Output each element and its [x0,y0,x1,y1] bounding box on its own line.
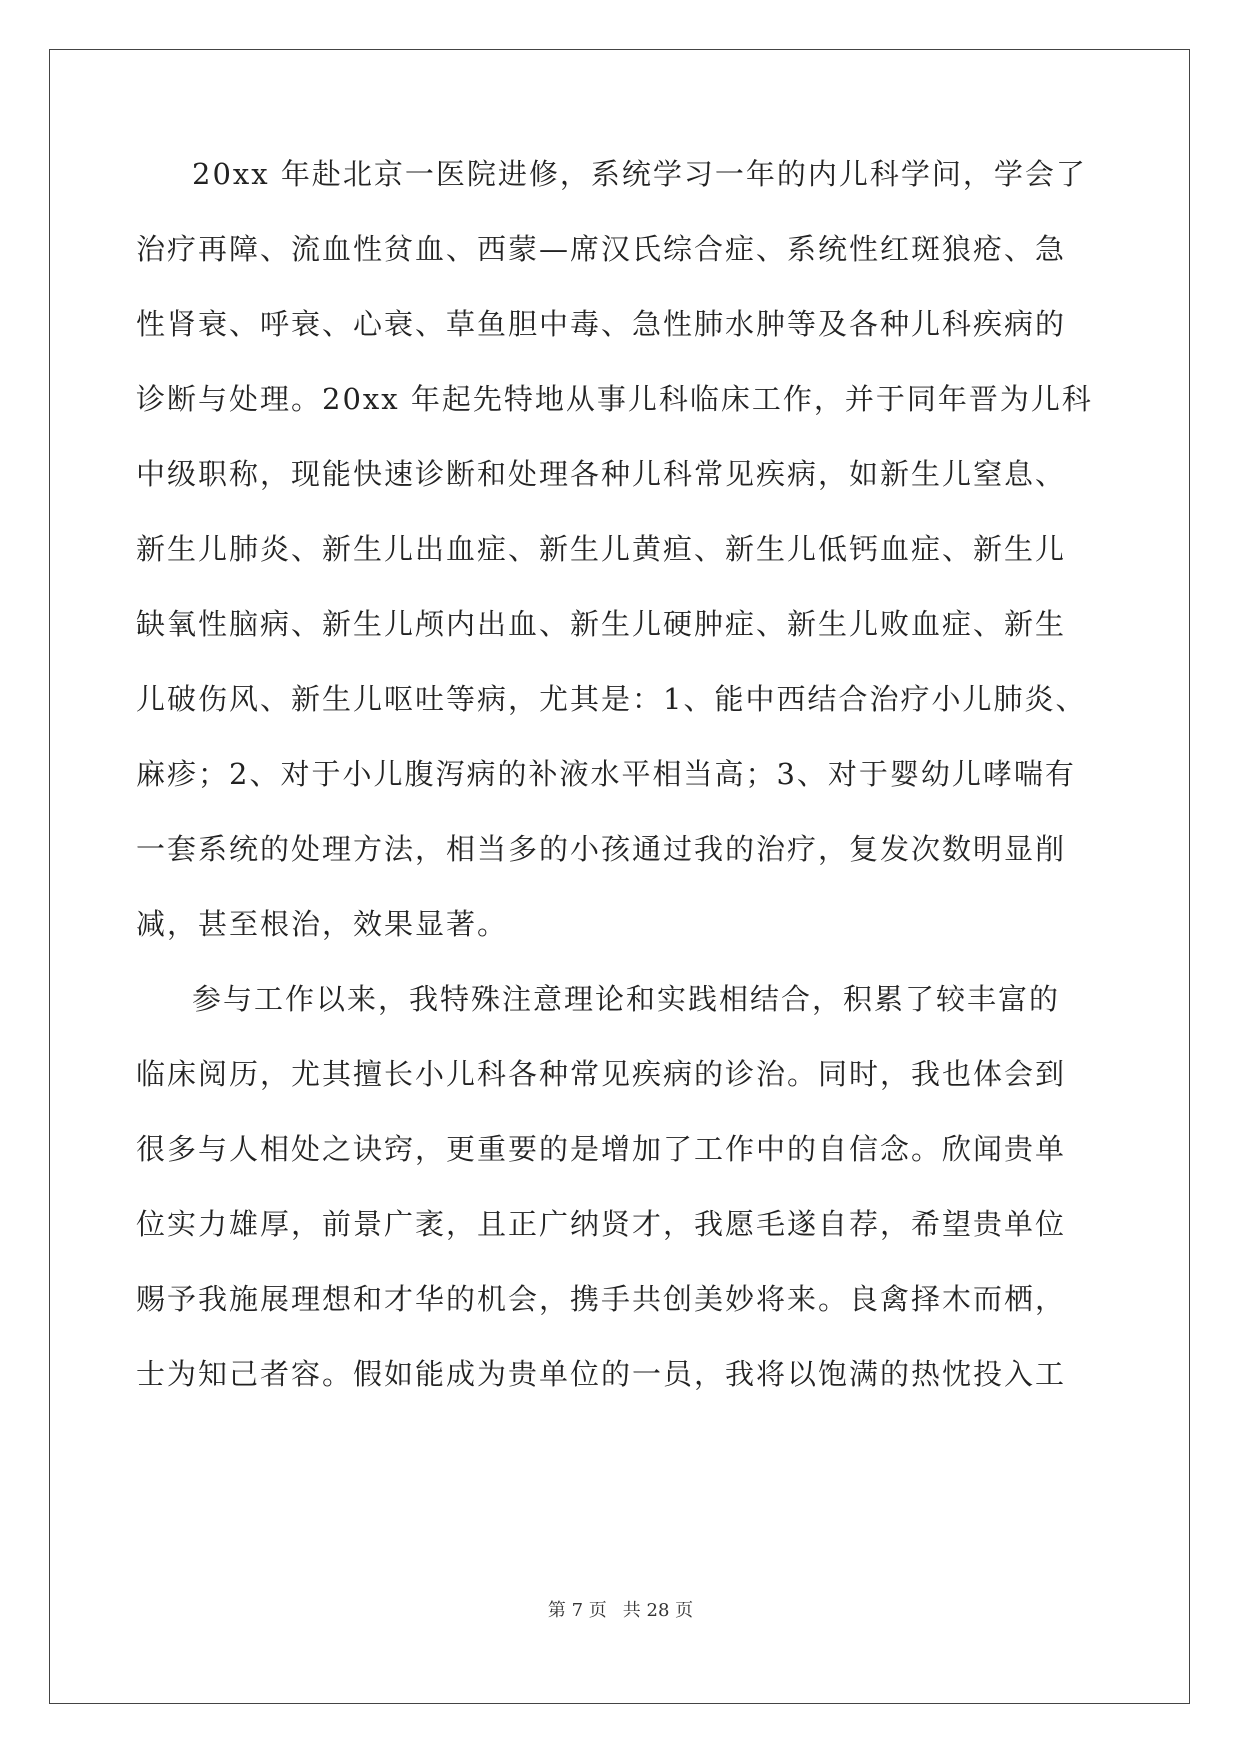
paragraph-2-line-3: 很多与人相处之诀窍，更重要的是增加了工作中的自信念。欣闻贵单 [136,1132,1067,1166]
paragraph-1-line-6: 新生儿肺炎、新生儿出血症、新生儿黄疸、新生儿低钙血症、新生儿 [136,532,1067,566]
paragraph-1-line-10: 一套系统的处理方法，相当多的小孩通过我的治疗，复发次数明显削 [136,832,1067,866]
paragraph-1-line-7: 缺氧性脑病、新生儿颅内出血、新生儿硬肿症、新生儿败血症、新生 [136,607,1067,641]
page-total: 共 28 页 [622,1600,694,1621]
page-footer [0,1596,1241,1622]
paragraph-2-line-2: 临床阅历，尤其擅长小儿科各种常见疾病的诊治。同时，我也体会到 [136,1057,1067,1091]
page-number: 第 7 页 [547,1600,607,1621]
paragraph-2-line-5: 赐予我施展理想和才华的机会，携手共创美妙将来。良禽择木而栖， [136,1282,1067,1316]
paragraph-1-line-3: 性肾衰、呼衰、心衰、草鱼胆中毒、急性肺水肿等及各种儿科疾病的 [136,307,1067,341]
paragraph-1-line-4: 诊断与处理。20xx 年起先特地从事儿科临床工作，并于同年晋为儿科 [136,382,1093,416]
paragraph-1-line-5: 中级职称，现能快速诊断和处理各种儿科常见疾病，如新生儿窒息、 [136,457,1067,491]
page-border [49,49,1190,1704]
paragraph-2-line-6: 士为知己者容。假如能成为贵单位的一员，我将以饱满的热忱投入工 [136,1357,1067,1391]
paragraph-2-line-1: 参与工作以来，我特殊注意理论和实践相结合，积累了较丰富的 [192,982,1061,1016]
paragraph-1-line-1: 20xx 年赴北京一医院进修，系统学习一年的内儿科学问，学会了 [192,157,1087,191]
paragraph-1-line-2: 治疗再障、流血性贫血、西蒙—席汉氏综合症、系统性红斑狼疮、急 [136,232,1067,266]
paragraph-1-line-11: 减，甚至根治，效果显著。 [136,907,509,941]
paragraph-2-line-4: 位实力雄厚，前景广袤，且正广纳贤才，我愿毛遂自荐，希望贵单位 [136,1207,1067,1241]
paragraph-1-line-8: 儿破伤风、新生儿呕吐等病，尤其是：1、能中西结合治疗小儿肺炎、 [136,682,1087,716]
paragraph-1-line-9: 麻疹；2、对于小儿腹泻病的补液水平相当高；3、对于婴幼儿哮喘有 [136,757,1076,791]
